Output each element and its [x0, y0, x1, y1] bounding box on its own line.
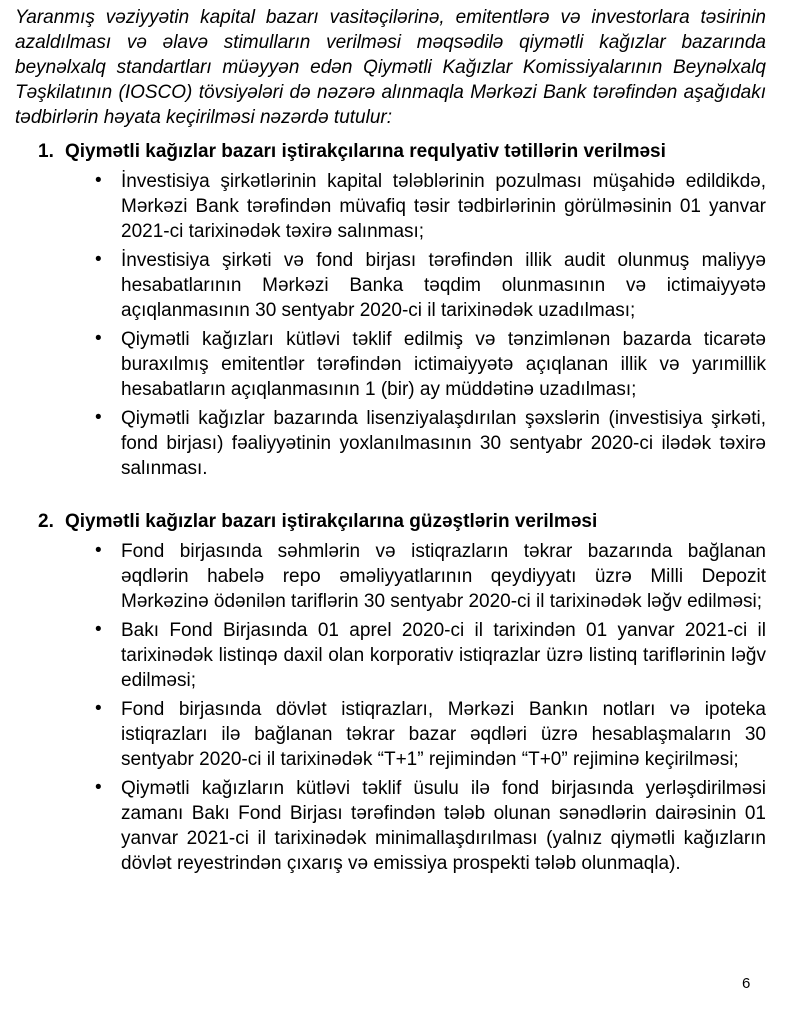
bullet-icon: •	[95, 777, 102, 798]
bullet-icon: •	[95, 249, 102, 270]
list-item	[15, 697, 766, 772]
list-item-text: Qiymətli kağızların kütləvi təklif üsulu ilə fond birjasında yerləşdirilməsi zamanı Bakı Fond Birjası tərəfindən tələb olunan sənədlərin dairəsinin 01 yanvar 2021-ci il tarixinədək minimallaşdırılması (yalnız qiymətli kağızların dövlət reyestrindən çıxarış və emissiya prospekti tələb olunmaqla).	[121, 778, 766, 874]
bullet-icon: •	[95, 619, 102, 640]
list-item-text: Fond birjasında səhmlərin və istiqrazların təkrar bazarında bağlanan əqdlərin habelə repo əməliyyatlarının qeydiyyatı üzrə Milli Depozit Mərkəzinə ödənilən tariflərin 30 sentyabr 2020-ci il tarixinədək ləğv edilməsi;	[121, 541, 766, 612]
section-1-heading	[38, 139, 766, 164]
section-title: Qiymətli kağızlar bazarı iştirakçılarına güzəştlərin verilməsi	[65, 511, 598, 532]
list-item-text: Qiymətli kağızlar bazarında lisenziyalaşdırılan şəxslərin (investisiya şirkəti, fond birjası) fəaliyyətinin yoxlanılmasının 30 sentyabr 2020-ci ilədək təxirə salınması.	[121, 408, 766, 479]
intro-paragraph: Yaranmış vəziyyətin kapital bazarı vasitəçilərinə, emitentlərə və investorlara təsirinin azaldılması və əlavə stimulların verilməsi məqsədilə qiymətli kağızlar bazarında beynəlxalq standartları müəyyən edən Qiymətli Kağızlar Komissiyalarının Beynəlxalq Təşkilatının (IOSCO) tövsiyələri də nəzərə alınmaqla Mərkəzi Bank tərəfindən aşağıdakı tədbirlərin həyata keçirilməsi nəzərdə tutulur:	[15, 7, 766, 128]
list-item	[15, 327, 766, 402]
section-number: 2.	[38, 511, 54, 532]
list-item-text: Bakı Fond Birjasında 01 aprel 2020-ci il tarixindən 01 yanvar 2021-ci il tarixinədək listinqə daxil olan korporativ istiqrazlar üzrə listinq tariflərinin ləğv edilməsi;	[121, 620, 766, 691]
list-item-text: Fond birjasında dövlət istiqrazları, Mərkəzi Bankın notları və ipoteka istiqrazları ilə bağlanan təkrar bazar əqdləri üzrə hesablaşmaların 30 sentyabr 2020-ci il tarixinədək “T+1” rejimindən “T+0” rejiminə keçirilməsi;	[121, 699, 766, 770]
section-market-concessions	[15, 509, 766, 876]
bullet-icon: •	[95, 407, 102, 428]
bullet-icon: •	[95, 540, 102, 561]
list-item	[15, 406, 766, 481]
list-item-text: Qiymətli kağızları kütləvi təklif edilmiş və tənzimlənən bazarda ticarətə buraxılmış emitentlər tərəfindən ictimaiyyətə açıqlanan illik və yarımillik hesabatların açıqlanmasının 1 (bir) ay müddətinə uzadılması;	[121, 329, 766, 400]
list-item	[15, 248, 766, 323]
list-item-text: İnvestisiya şirkətlərinin kapital tələblərinin pozulması müşahidə edildikdə, Mərkəzi Bank tərəfindən müvafiq təsir tədbirlərinin görülməsinin 01 yanvar 2021-ci tarixinədək təxirə salınması;	[121, 171, 766, 242]
bullet-icon: •	[95, 328, 102, 349]
section-2-heading	[38, 509, 766, 534]
list-item-text: İnvestisiya şirkəti və fond birjası tərəfindən illik audit olunmuş maliyyə hesabatlarının Mərkəzi Banka təqdim olunmasının və ictimaiyyətə açıqlanmasının 30 sentyabr 2020-ci il tarixinədək uzadılması;	[121, 250, 766, 321]
section-regulatory-holidays	[15, 139, 766, 481]
bullet-icon: •	[95, 698, 102, 719]
list-item	[15, 169, 766, 244]
list-item	[15, 539, 766, 614]
bullet-icon: •	[95, 170, 102, 191]
list-item	[15, 618, 766, 693]
section-number: 1.	[38, 141, 54, 162]
page-number: 6	[742, 975, 751, 992]
section-title: Qiymətli kağızlar bazarı iştirakçılarına requlyativ tətillərin verilməsi	[65, 141, 666, 162]
list-item	[15, 776, 766, 876]
